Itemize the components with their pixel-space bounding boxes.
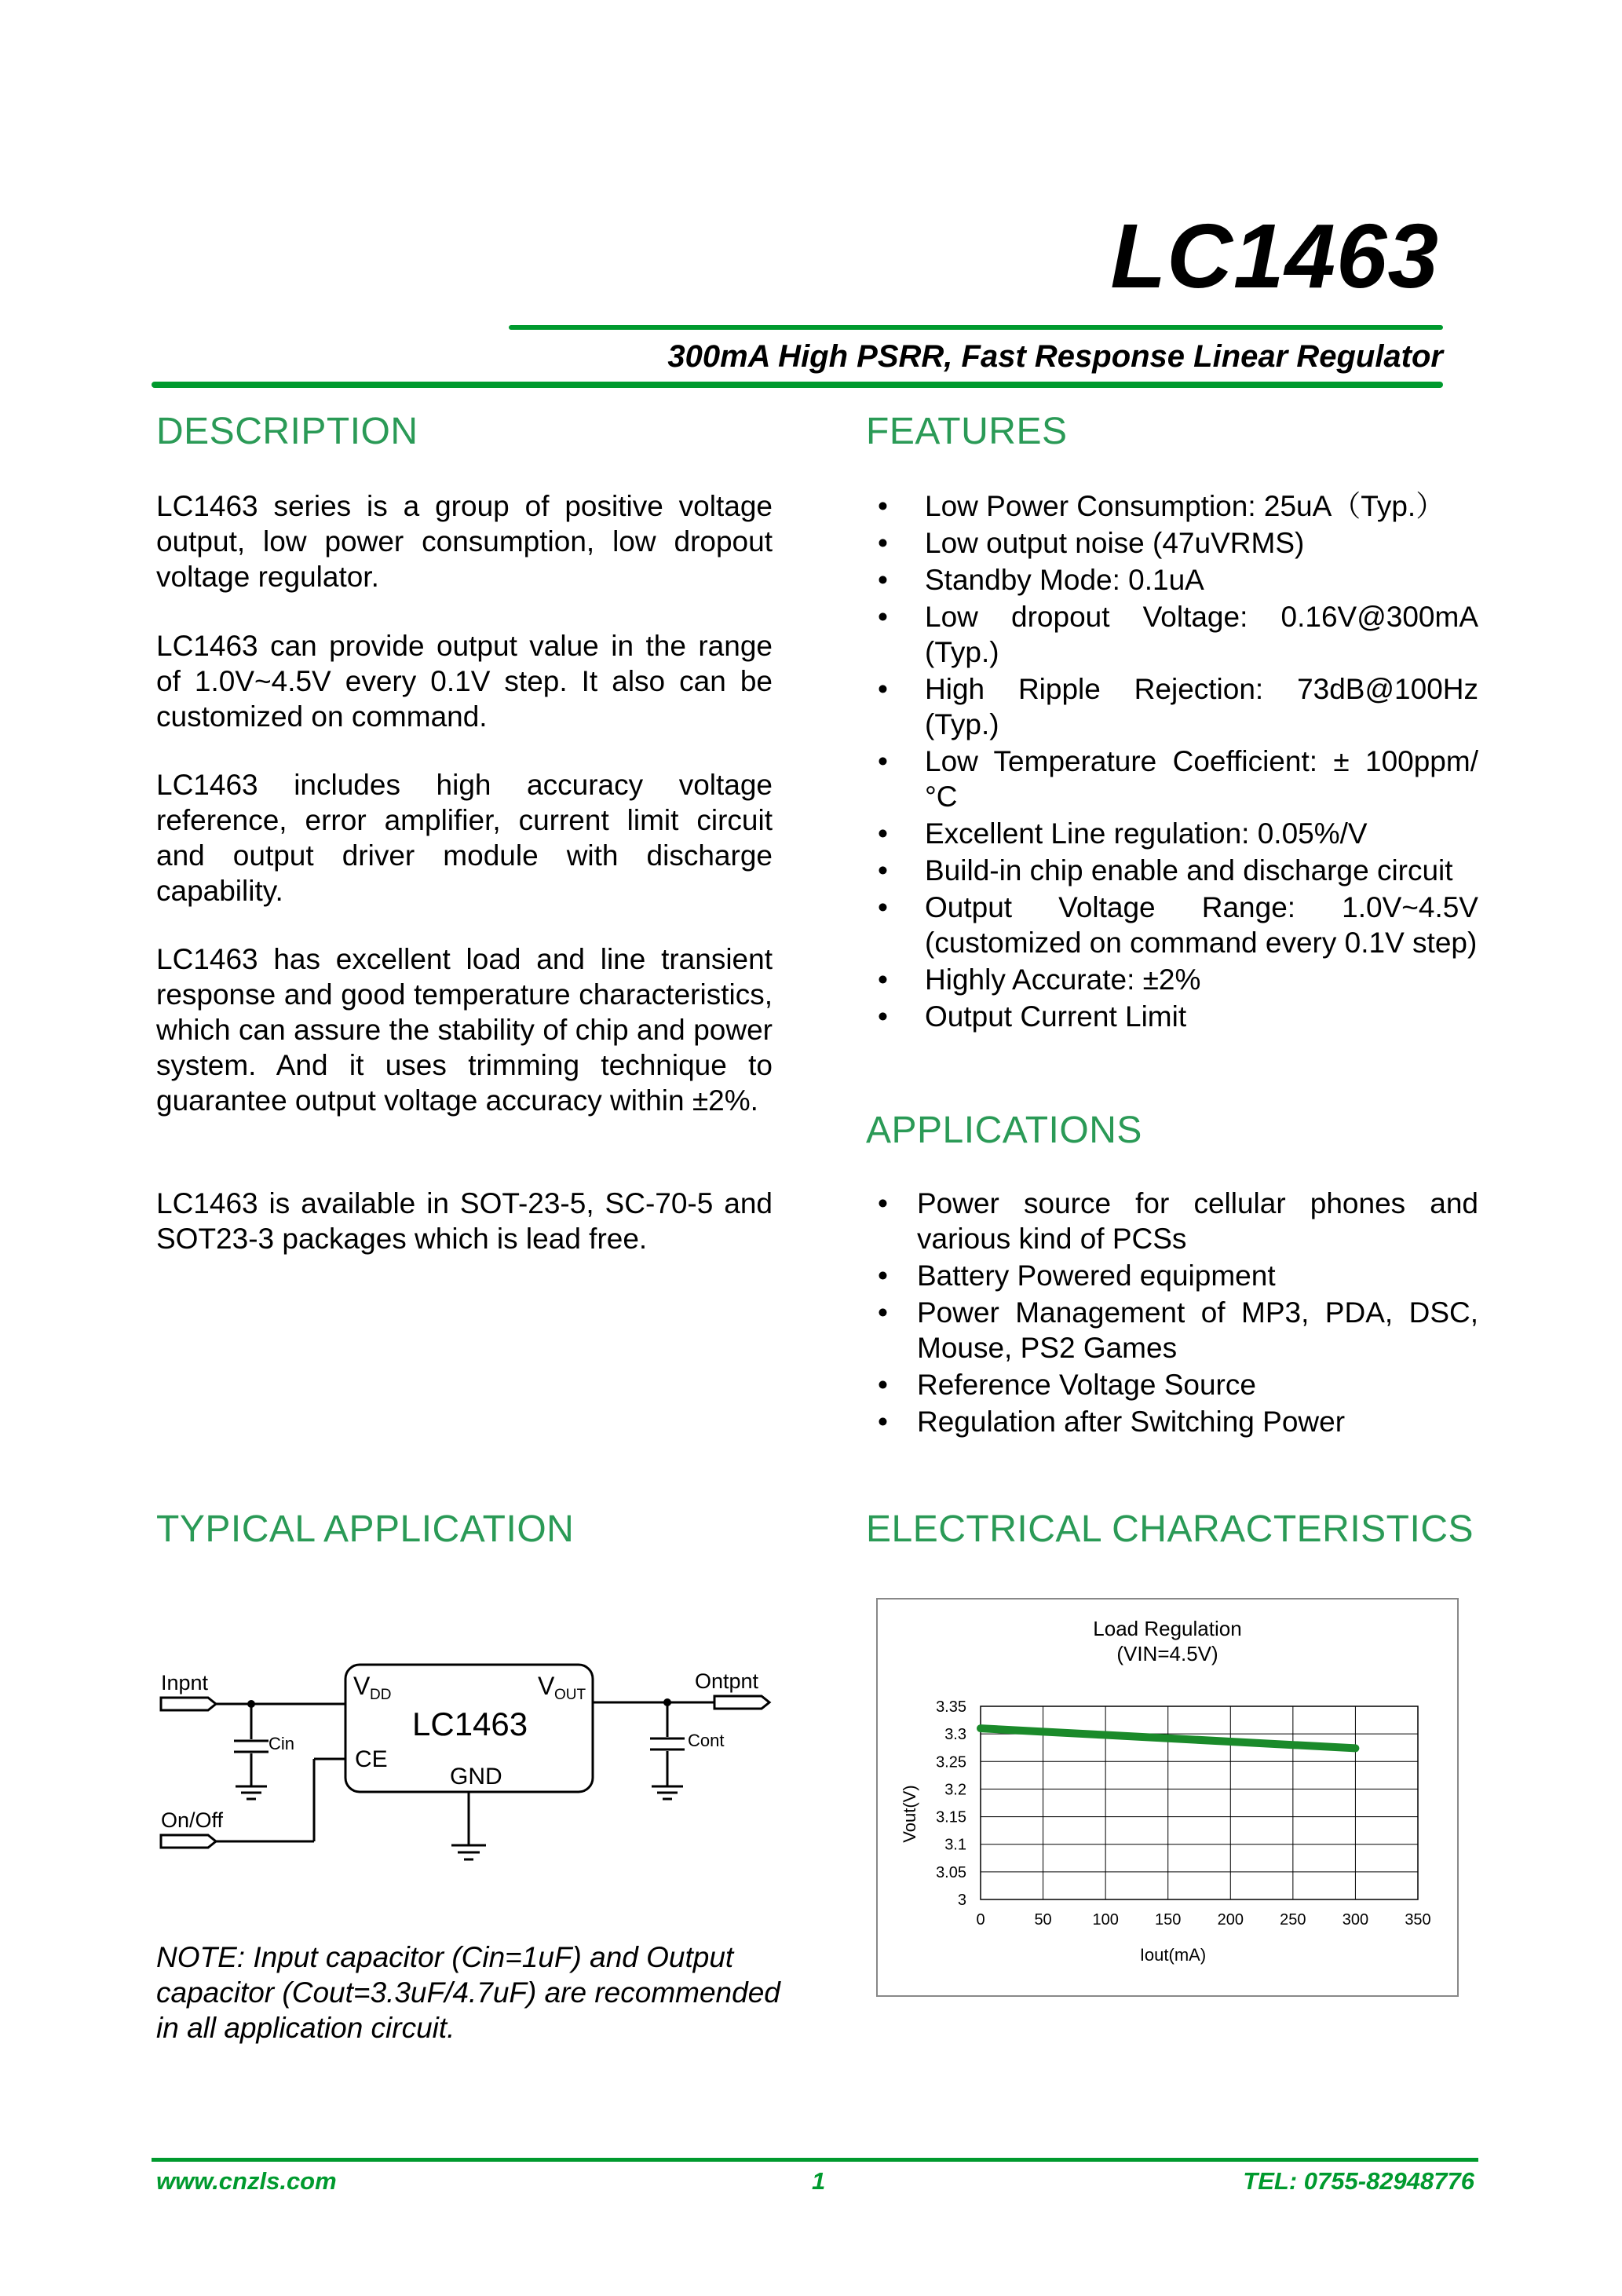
vout-subscript: OUT <box>554 1687 586 1703</box>
chart-subtitle: (VIN=4.5V) <box>1116 1642 1218 1665</box>
feature-item: • Highly Accurate: ±2% <box>870 962 1478 997</box>
description-paragraph-1: LC1463 series is a group of positive voltage output, low power consumption, low dropout voltage regulator. <box>156 490 773 593</box>
application-item: • Power source for cellular phones and various kind of PCSs <box>870 1186 1478 1256</box>
chart-data-point <box>1166 1736 1171 1741</box>
chart-y-tick-label: 3.2 <box>944 1781 966 1799</box>
description-paragraph-5: LC1463 is available in SOT-23-5, SC-70-5 and SOT23-3 packages which is lead free. <box>156 1187 773 1255</box>
application-item: • Power Management of MP3, PDA, DSC, Mouse, PS2 Games <box>870 1295 1478 1366</box>
chart-x-tick-label: 50 <box>1034 1911 1052 1929</box>
applications-list <box>870 1186 1478 1441</box>
feature-item: • Output Voltage Range: 1.0V~4.5V (customized on command every 0.1V step) <box>870 890 1478 960</box>
chart-x-tick-label: 150 <box>1155 1911 1182 1929</box>
vdd-label: V <box>353 1672 371 1700</box>
chart-y-tick-label: 3.1 <box>944 1836 966 1854</box>
footer-website[interactable]: www.cnzls.com <box>156 2167 337 2195</box>
application-item: • Regulation after Switching Power <box>870 1404 1478 1439</box>
input-label: Inpnt <box>161 1671 209 1695</box>
chart-data-point <box>1353 1746 1357 1750</box>
chart-data-point <box>1291 1742 1295 1747</box>
on-off-label: On/Off <box>161 1808 224 1832</box>
footer-page-number: 1 <box>812 2167 826 2195</box>
part-number-title: LC1463 <box>1110 205 1439 307</box>
vout-label: V <box>538 1672 555 1700</box>
chart-title: Load Regulation <box>1093 1617 1242 1640</box>
features-list <box>870 488 1478 1036</box>
feature-item: • Low dropout Voltage: 0.16V@300mA (Typ.) <box>870 599 1478 670</box>
application-note: NOTE: Input capacitor (Cin=1uF) and Output capacitor (Cout=3.3uF/4.7uF) are recommended in all application circuit. <box>156 1941 780 2044</box>
description-paragraph-3: LC1463 includes high accuracy voltage reference, error amplifier, current limit circuit and output driver module with discharge capability. <box>156 769 773 907</box>
description-heading: DESCRIPTION <box>156 411 418 452</box>
chart-y-tick-label: 3.15 <box>936 1808 966 1826</box>
on-off-connector <box>161 1835 216 1848</box>
input-connector <box>161 1698 216 1710</box>
product-subtitle: 300mA High PSRR, Fast Response Linear Regulator <box>667 339 1443 374</box>
vdd-subscript: DD <box>370 1687 392 1703</box>
feature-item: • Build-in chip enable and discharge circuit <box>870 853 1478 888</box>
feature-item: • Low Temperature Coefficient: ± 100ppm/°C <box>870 744 1478 814</box>
chart-data-point <box>978 1726 983 1731</box>
feature-item: • Standby Mode: 0.1uA <box>870 562 1478 598</box>
chart-x-tick-label: 350 <box>1405 1911 1431 1929</box>
chart-x-tick-label: 0 <box>976 1911 985 1929</box>
chart-x-tick-label: 200 <box>1217 1911 1244 1929</box>
feature-item: • High Ripple Rejection: 73dB@100Hz (Typ.) <box>870 671 1478 742</box>
cin-label: Cin <box>269 1734 295 1753</box>
description-paragraph-4: LC1463 has excellent load and line transient response and good temperature characteristics, which can assure the stability of chip and power system. And it uses trimming technique to guarantee output voltage accuracy within ±2%. <box>156 943 773 1117</box>
chart-y-tick-label: 3.35 <box>936 1698 966 1716</box>
description-paragraph-2: LC1463 can provide output value in the range of 1.0V~4.5V every 0.1V step. It also can be customized on command. <box>156 630 773 733</box>
chart-x-tick-label: 300 <box>1342 1911 1369 1929</box>
gnd-label: GND <box>450 1764 502 1790</box>
load-regulation-chart <box>876 1598 1459 1997</box>
chip-label: LC1463 <box>412 1706 528 1742</box>
application-item: • Reference Voltage Source <box>870 1367 1478 1402</box>
chart-data-point <box>1103 1733 1108 1738</box>
application-item: • Battery Powered equipment <box>870 1258 1478 1293</box>
footer-telephone: TEL: 0755-82948776 <box>1243 2167 1474 2195</box>
chart-y-tick-label: 3.25 <box>936 1753 966 1771</box>
feature-item: • Low Power Consumption: 25uA（Typ.） <box>870 488 1478 524</box>
chart-y-tick-label: 3.05 <box>936 1863 966 1881</box>
chart-y-tick-label: 3 <box>957 1892 966 1909</box>
electrical-heading: ELECTRICAL CHARACTERISTICS <box>866 1508 1474 1550</box>
header-rule-thick <box>152 382 1443 388</box>
feature-item: • Excellent Line regulation: 0.05%/V <box>870 816 1478 851</box>
chart-y-tick-label: 3.3 <box>944 1726 966 1744</box>
output-label: Ontpnt <box>695 1669 759 1693</box>
header-rule <box>509 325 1443 330</box>
typical-application-heading: TYPICAL APPLICATION <box>156 1508 575 1550</box>
chart-x-label: Iout(mA) <box>1139 1945 1207 1965</box>
feature-item: • Output Current Limit <box>870 999 1478 1034</box>
ce-label: CE <box>355 1746 388 1772</box>
features-heading: FEATURES <box>866 411 1068 452</box>
feature-item: • Low output noise (47uVRMS) <box>870 525 1478 561</box>
chart-x-tick-label: 250 <box>1280 1911 1306 1929</box>
cout-label: Cont <box>688 1731 725 1750</box>
footer-rule <box>152 2158 1478 2162</box>
chart-data-point <box>1228 1739 1233 1744</box>
chart-data-point <box>1041 1729 1046 1734</box>
applications-heading: APPLICATIONS <box>866 1110 1142 1151</box>
typical-application-schematic <box>149 1649 777 1885</box>
chart-y-label: Vout(V) <box>900 1785 919 1843</box>
chart-x-tick-label: 100 <box>1092 1911 1119 1929</box>
output-connector <box>714 1696 769 1709</box>
